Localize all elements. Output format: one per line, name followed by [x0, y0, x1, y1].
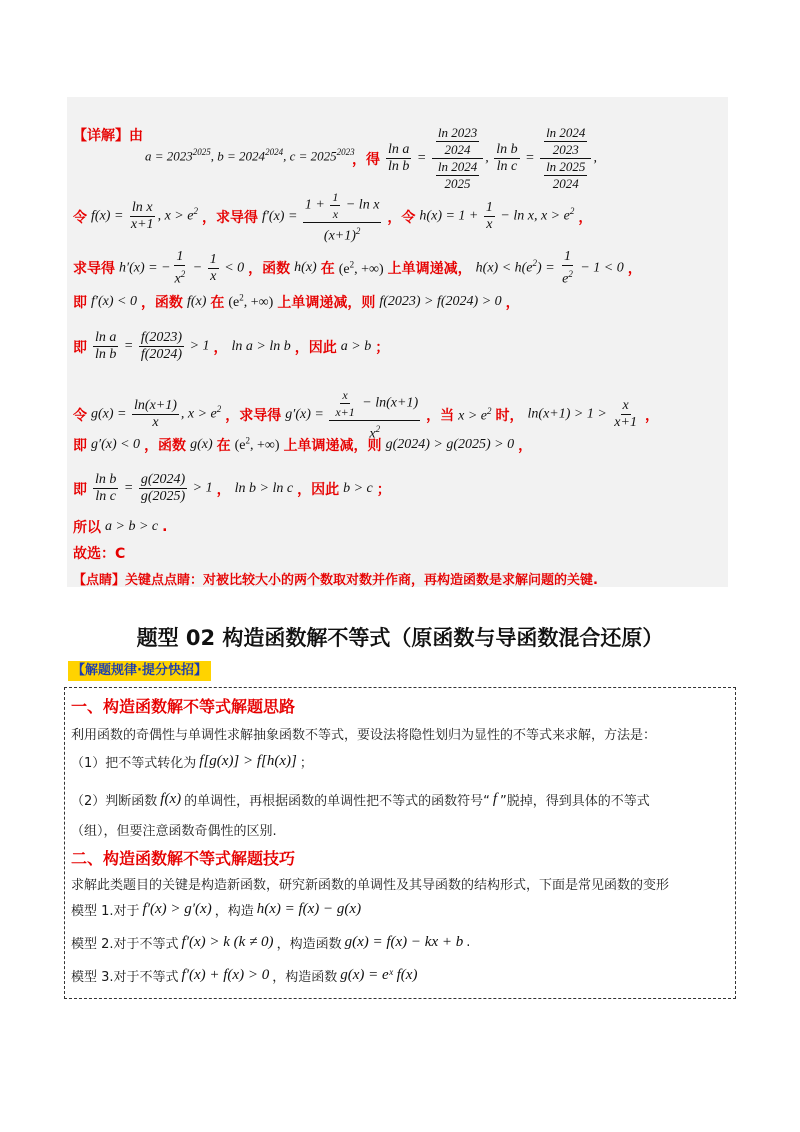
a-gt-b: a > b — [340, 338, 372, 354]
comma5: ， — [644, 407, 659, 424]
lnb-gt-lnc: ln b > ln c — [234, 480, 294, 496]
tips-item-2-cont: （组），但要注意函数奇偶性的区别. — [71, 824, 277, 839]
item2-f: f — [492, 791, 498, 807]
item2-post: 的单调性，再根据函数的单调性把不等式的函数符号“ — [184, 794, 490, 809]
model3-mid: ，构造函数 — [272, 970, 338, 985]
tips-heading-1: 一、构造函数解不等式解题思路 — [71, 697, 296, 716]
model2-fn: g(x) = f(x) − kx + b — [344, 934, 464, 950]
ratio-ab: $\frac{\text{ln a}}{\text{ln b}}$ = $\frac{\frac{\ln 2023}{2024}}{\frac{\ln 2024}{2025}}$ , $\frac{\text{ln b}}{\text{ln c}}$ = $\frac{\frac{\ln 2024}{2023}}{\frac{\ln 2025}{2024}}$ , — [388, 125, 597, 191]
model-1 — [71, 900, 361, 919]
h-derivative: h′(x) = − $\frac{1}{x^2}$ − $\frac{1}{x}$ < 0 — [119, 249, 245, 287]
item1-pre: （1）把不等式转化为 — [71, 756, 197, 771]
ji2-label: 即 — [73, 339, 87, 356]
comma4: ， — [213, 339, 228, 356]
comma8: ； — [376, 481, 391, 498]
model3-fn: g(x) = eˣ f(x) — [340, 967, 418, 983]
item2-pre: （2）判断函数 — [71, 794, 158, 809]
g-compare: g(2024) > g(2025) > 0 — [385, 437, 515, 452]
section-tag: 【解题规律·提分快招】 — [68, 661, 211, 681]
model2-pre: 模型 2.对于不等式 — [71, 937, 179, 952]
item2-post2: ”脱掉，得到具体的不等式 — [500, 794, 650, 809]
x-gt-e2: $x > e^2$ — [458, 405, 492, 424]
solution-heading: 【详解】由 — [73, 128, 143, 144]
de-label: ，得 — [352, 151, 380, 168]
solution-line-1 — [73, 125, 143, 145]
h-x: h(x) — [294, 260, 317, 276]
yin2-label: ，因此 — [297, 481, 340, 498]
period: . — [162, 519, 168, 535]
in3-label: 在 — [216, 438, 231, 454]
model1-fn: h(x) = f(x) − g(x) — [256, 901, 362, 917]
gprime-neg: g′(x) < 0 — [91, 437, 141, 452]
comma2: ， — [627, 261, 642, 278]
solution-line-1b — [352, 125, 597, 192]
f-compare: f(2023) > f(2024) > 0 — [379, 294, 502, 309]
h-def: h(x) = 1 + $\frac{1}{x}$ − ln x, $x > e^2$ — [419, 200, 575, 233]
final-order: a > b > c — [105, 519, 159, 534]
f-def: f(x) = $\frac{\text{ln x}}{x+1}$ , $x > e^2$ — [91, 200, 198, 233]
f-derivative: f′(x) = 1 + $\frac{1}{x}$ − ln x $(x+1)^2$ — [261, 190, 380, 244]
fn3-label: ，函数 — [144, 438, 187, 454]
tips-box — [64, 687, 736, 999]
mono3-label: 上单调递减，则 — [283, 438, 382, 454]
comma3: ， — [505, 295, 520, 311]
solution-line-10 — [73, 543, 125, 563]
f-x: f(x) — [186, 294, 207, 309]
comma6: ， — [518, 438, 533, 454]
comma7: ， — [216, 481, 231, 498]
mono-label: 上单调递减， — [387, 261, 472, 278]
fn-label: ，函数 — [248, 261, 291, 278]
solution-line-7 — [73, 435, 532, 455]
interval-1: ($e^2$, +∞) — [338, 259, 384, 277]
g-def: g(x) = $\frac{\ln(x+1)}{x}$ , $x > e^2$ — [91, 398, 222, 431]
model1-mid: ，构造 — [214, 904, 254, 919]
in2-label: 在 — [210, 295, 225, 311]
solution-line-3 — [73, 249, 642, 288]
qiu-label: ，求导得 — [201, 209, 258, 226]
log-ineq: ln(x+1) > 1 > $\frac{x}{x+1}$ — [527, 398, 637, 431]
section-title: 题型 02 构造函数解不等式（原函数与导函数混合还原） — [136, 626, 664, 650]
ling-label: 令 — [73, 209, 87, 226]
qiu2-label: 求导得 — [73, 261, 115, 278]
yin-label: ，因此 — [294, 339, 337, 356]
model-3 — [71, 966, 417, 985]
answer: 故选：C — [73, 546, 126, 562]
ji3-label: 即 — [73, 438, 87, 454]
given-values — [145, 147, 355, 164]
shi-label: 时， — [495, 407, 524, 424]
item1-post: ； — [299, 756, 313, 771]
ling3-label: 令 — [73, 407, 87, 424]
tips-heading-2: 二、构造函数解不等式解题技巧 — [71, 849, 296, 868]
in-label: 在 — [320, 261, 335, 278]
fn2-label: ，函数 — [140, 295, 183, 311]
ratio-f: $\frac{\text{ln a}}{\text{ln b}}$ = $\frac{f(2023)}{f(2024)}$ > 1 — [95, 330, 210, 362]
model2-post: . — [466, 935, 471, 950]
item2-math: f(x) — [160, 791, 182, 807]
ling2-label: ，令 — [387, 209, 416, 226]
model2-cond: f′(x) > k (k ≠ 0) — [181, 934, 274, 950]
model3-cond: f′(x) + f(x) > 0 — [181, 967, 270, 983]
suoyi-label: 所以 — [73, 520, 101, 536]
interval-3: ($e^2$, +∞) — [234, 435, 280, 454]
solution-line-8 — [73, 472, 391, 505]
lna-gt-lnb: ln a > ln b — [231, 338, 291, 354]
model1-cond: f′(x) > g′(x) — [142, 901, 212, 917]
mono2-label: 上单调递减，则 — [277, 295, 376, 311]
comma: ， — [578, 209, 593, 226]
g-x: g(x) — [190, 437, 213, 452]
h-ineq: $h(x) < h(e^2)$ = $\frac{1}{e^2}$ − 1 < 0 — [475, 249, 624, 287]
solution-line-5 — [73, 330, 389, 363]
solution-line-11 — [73, 569, 598, 588]
interval-2: ($e^2$, +∞) — [228, 292, 274, 311]
solution-block — [67, 97, 728, 587]
b-gt-c: b > c — [343, 480, 373, 496]
solution-line-4 — [73, 292, 520, 312]
model1-pre: 模型 1.对于 — [71, 904, 140, 919]
tips-item-1 — [71, 752, 313, 771]
fprime-neg: f′(x) < 0 — [91, 294, 137, 309]
semicolon: ； — [375, 339, 390, 356]
solution-line-2 — [73, 189, 592, 245]
solution-line-9 — [73, 517, 167, 537]
tips-paragraph-1: 利用函数的奇偶性与单调性求解抽象函数不等式，要设法将隐性划归为显性的不等式来求解，方法是： — [71, 728, 657, 743]
model3-pre: 模型 3.对于不等式 — [71, 970, 179, 985]
key-point: 【点睛】关键点点睛：对被比较大小的两个数取对数并作商，再构造函数是求解问题的关键. — [73, 573, 598, 588]
qiu3-label: ，求导得 — [225, 407, 282, 424]
tips-item-2 — [71, 790, 650, 809]
given-abc: $a = 2023^{2025}$, $b = 2024^{2024}$, $c = 2025^{2023}$ — [145, 147, 355, 164]
dang-label: ，当 — [426, 407, 455, 424]
ratio-g: $\frac{\text{ln b}}{\text{ln c}}$ = $\frac{g(2024)}{g(2025)}$ > 1 — [95, 472, 213, 504]
tips-paragraph-2: 求解此类题目的关键是构造新函数，研究新函数的单调性及其导函数的结构形式，下面是常见函数的变形 — [71, 878, 670, 893]
g-derivative: g′(x) = $\frac{x}{x+1}$ − ln(x+1) $x^2$ — [285, 388, 419, 442]
model2-mid: ，构造函数 — [276, 937, 342, 952]
ji4-label: 即 — [73, 481, 87, 498]
ji-label: 即 — [73, 295, 87, 311]
model-2 — [71, 933, 470, 952]
item1-math: f[g(x)] > f[h(x)] — [199, 753, 297, 769]
